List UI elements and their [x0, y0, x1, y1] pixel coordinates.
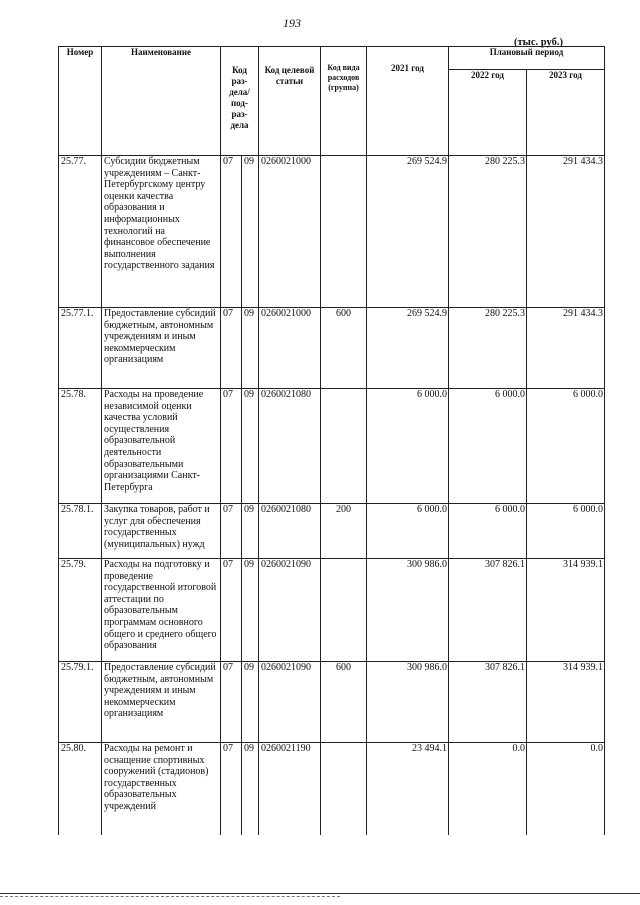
row-2022: 307 826.1 — [449, 662, 527, 743]
units-label: (тыс. руб.) — [514, 37, 563, 48]
row-section: 07 — [221, 743, 242, 835]
row-2022: 280 225.3 — [449, 156, 527, 308]
header-2023: 2023 год — [527, 70, 605, 156]
row-number: 25.78. — [59, 389, 102, 504]
row-number: 25.79. — [59, 559, 102, 662]
row-2021: 300 986.0 — [367, 559, 449, 662]
header-number: Номер — [59, 47, 102, 156]
row-2023: 291 434.3 — [527, 156, 605, 308]
row-number: 25.79.1. — [59, 662, 102, 743]
row-section: 07 — [221, 504, 242, 559]
header-target: Код целевой статьи — [259, 47, 321, 156]
row-section: 07 — [221, 308, 242, 389]
row-name: Предоставление субсидий бюджетным, автономным учреждениям и иным некоммерческим организациям — [102, 308, 221, 389]
row-subsection: 09 — [242, 662, 259, 743]
row-name: Предоставление субсидий бюджетным, автономным учреждениям и иным некоммерческим организациям — [102, 662, 221, 743]
row-section: 07 — [221, 662, 242, 743]
row-subsection: 09 — [242, 559, 259, 662]
row-2022: 6 000.0 — [449, 389, 527, 504]
row-2021: 6 000.0 — [367, 504, 449, 559]
row-target: 0260021080 — [259, 389, 321, 504]
row-2022: 6 000.0 — [449, 504, 527, 559]
row-expense-type — [321, 389, 367, 504]
row-name: Расходы на проведение независимой оценки качества условий осуществления образовательной деятельности образовательными организациями Санкт-Петербурга — [102, 389, 221, 504]
row-2022: 307 826.1 — [449, 559, 527, 662]
row-2021: 6 000.0 — [367, 389, 449, 504]
row-subsection: 09 — [242, 308, 259, 389]
row-name: Расходы на подготовку и проведение государственной итоговой аттестации по образовательным программам основного общего и среднего общего образования — [102, 559, 221, 662]
table-row — [59, 504, 605, 559]
row-2021: 23 494.1 — [367, 743, 449, 835]
row-number: 25.80. — [59, 743, 102, 835]
row-number: 25.78.1. — [59, 504, 102, 559]
row-2021: 269 524.9 — [367, 308, 449, 389]
row-section: 07 — [221, 559, 242, 662]
table-row — [59, 389, 605, 504]
header-plan-period: Плановый период — [449, 47, 605, 70]
page-bottom-rule — [0, 893, 640, 894]
row-2023: 314 939.1 — [527, 559, 605, 662]
row-target: 0260021080 — [259, 504, 321, 559]
row-expense-type: 600 — [321, 662, 367, 743]
row-2023: 6 000.0 — [527, 504, 605, 559]
row-2021: 269 524.9 — [367, 156, 449, 308]
row-2023: 0.0 — [527, 743, 605, 835]
row-section: 07 — [221, 389, 242, 504]
table-row — [59, 662, 605, 743]
page-number: 193 — [283, 16, 301, 30]
row-name: Закупка товаров, работ и услуг для обеспечения государственных (муниципальных) нужд — [102, 504, 221, 559]
table-row — [59, 156, 605, 308]
row-expense-type — [321, 559, 367, 662]
row-2023: 314 939.1 — [527, 662, 605, 743]
row-subsection: 09 — [242, 389, 259, 504]
row-expense-type: 600 — [321, 308, 367, 389]
budget-table — [58, 46, 605, 835]
row-2022: 0.0 — [449, 743, 527, 835]
row-target: 0260021190 — [259, 743, 321, 835]
header-section: Код раз-дела/ под-раз-дела — [221, 47, 259, 156]
row-expense-type: 200 — [321, 504, 367, 559]
row-name: Расходы на ремонт и оснащение спортивных сооружений (стадионов) государственных образовательных учреждений — [102, 743, 221, 835]
row-expense-type — [321, 743, 367, 835]
row-expense-type — [321, 156, 367, 308]
row-2022: 280 225.3 — [449, 308, 527, 389]
row-target: 0260021000 — [259, 156, 321, 308]
row-number: 25.77.1. — [59, 308, 102, 389]
row-subsection: 09 — [242, 156, 259, 308]
row-target: 0260021090 — [259, 559, 321, 662]
table-row — [59, 743, 605, 835]
row-2021: 300 986.0 — [367, 662, 449, 743]
row-section: 07 — [221, 156, 242, 308]
scan-artifact-line — [0, 896, 340, 897]
row-name: Субсидии бюджетным учреждениям – Санкт-Петербургскому центру оценки качества образования и информационных технологий на финансовое обеспечение выполнения государственного задания — [102, 156, 221, 308]
row-target: 0260021000 — [259, 308, 321, 389]
table-row — [59, 559, 605, 662]
header-name: Наименование — [102, 47, 221, 156]
row-2023: 6 000.0 — [527, 389, 605, 504]
header-expense-type: Код вида расходов (группа) — [321, 47, 367, 156]
row-target: 0260021090 — [259, 662, 321, 743]
row-2023: 291 434.3 — [527, 308, 605, 389]
row-subsection: 09 — [242, 504, 259, 559]
header-2021: 2021 год — [367, 47, 449, 156]
row-number: 25.77. — [59, 156, 102, 308]
header-2022: 2022 год — [449, 70, 527, 156]
table-row — [59, 308, 605, 389]
row-subsection: 09 — [242, 743, 259, 835]
